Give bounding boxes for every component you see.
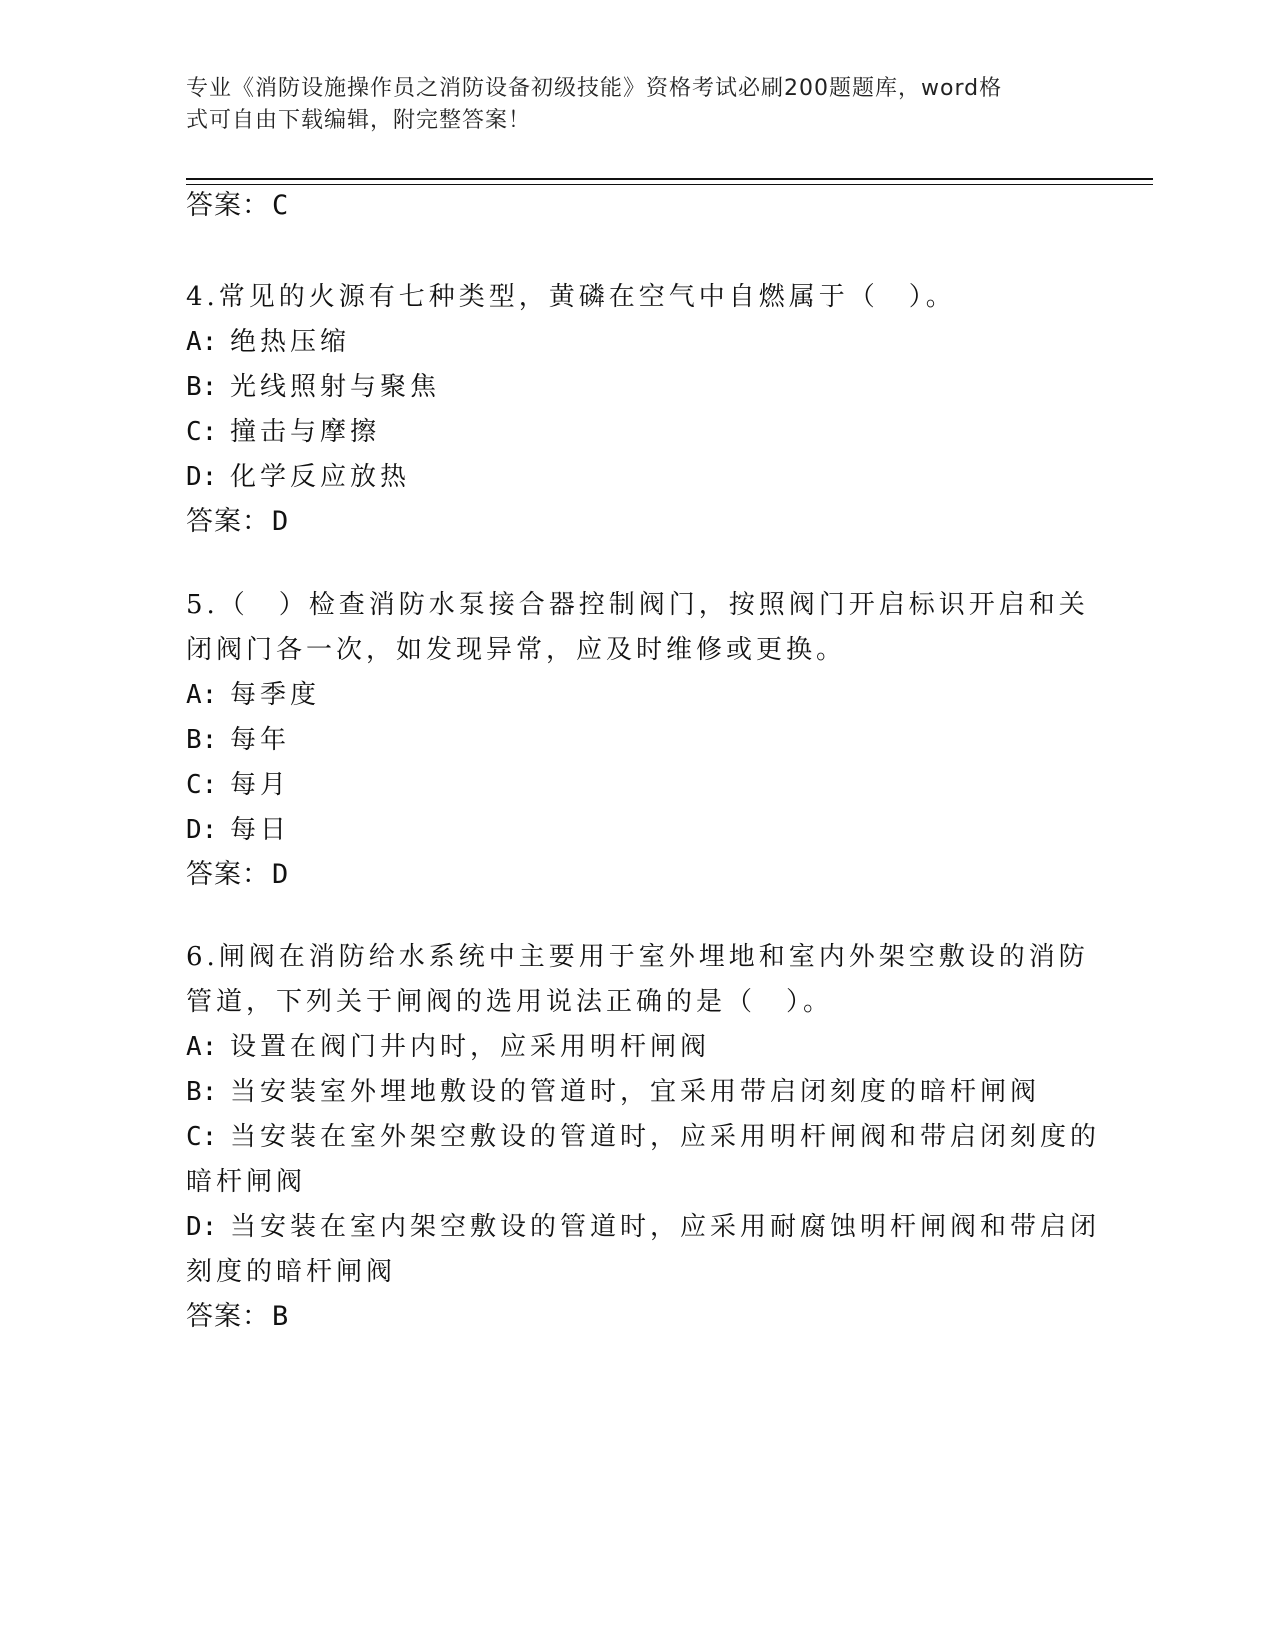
question-stem-line: 管道，下列关于闸阀的选用说法正确的是（ ）。 bbox=[186, 987, 834, 1017]
option-c bbox=[186, 763, 1086, 808]
option-letter: A: bbox=[186, 680, 218, 710]
option-text: 当安装在室内架空敷设的管道时，应采用耐腐蚀明杆闸阀和带启闭 bbox=[230, 1212, 1101, 1242]
answer-value: D bbox=[272, 506, 290, 537]
question-stem-line: 6.闸阀在消防给水系统中主要用于室外埋地和室内外架空敷设的消防 bbox=[186, 942, 1089, 972]
answer-label: 答案： bbox=[186, 506, 270, 537]
option-text: 光线照射与聚焦 bbox=[230, 372, 441, 402]
option-b bbox=[186, 365, 1086, 410]
option-c-continued: 暗杆闸阀 bbox=[186, 1167, 307, 1197]
option-d bbox=[186, 1205, 1101, 1250]
header-line-1: 专业《消防设施操作员之消防设备初级技能》资格考试必刷200题题库，word格 bbox=[186, 76, 1003, 101]
option-text: 每季度 bbox=[230, 680, 321, 710]
prev-answer bbox=[186, 184, 1086, 228]
option-d bbox=[186, 808, 1086, 853]
option-letter: A: bbox=[186, 327, 218, 357]
question-6-answer bbox=[186, 1295, 1086, 1339]
option-b bbox=[186, 718, 1086, 763]
option-d bbox=[186, 455, 1086, 500]
option-letter: C: bbox=[186, 417, 218, 447]
option-d-continued: 刻度的暗杆闸阀 bbox=[186, 1257, 397, 1287]
option-a bbox=[186, 1025, 1086, 1070]
question-stem-line: 5.（ ）检查消防水泵接合器控制阀门，按照阀门开启标识开启和关 bbox=[186, 590, 1089, 620]
option-letter: B: bbox=[186, 725, 218, 755]
option-letter: D: bbox=[186, 1212, 218, 1242]
question-stem-line: 4.常见的火源有七种类型，黄磷在空气中自燃属于（ ）。 bbox=[186, 282, 956, 312]
option-text: 化学反应放热 bbox=[230, 462, 411, 492]
question-5-answer bbox=[186, 853, 1086, 897]
option-a bbox=[186, 320, 1086, 365]
option-a bbox=[186, 673, 1086, 718]
answer-label: 答案： bbox=[186, 190, 270, 221]
option-text: 设置在阀门井内时，应采用明杆闸阀 bbox=[230, 1032, 711, 1062]
header-divider-thick bbox=[186, 178, 1153, 180]
option-letter: A: bbox=[186, 1032, 218, 1062]
option-c bbox=[186, 410, 1086, 455]
question-stem-line: 闭阀门各一次，如发现异常，应及时维修或更换。 bbox=[186, 635, 847, 665]
question-4-answer bbox=[186, 500, 1086, 544]
option-text: 每月 bbox=[230, 770, 291, 800]
option-text: 当安装在室外架空敷设的管道时，应采用明杆闸阀和带启闭刻度的 bbox=[230, 1122, 1101, 1152]
question-4 bbox=[186, 275, 1086, 544]
option-text: 当安装室外埋地敷设的管道时，宜采用带启闭刻度的暗杆闸阀 bbox=[230, 1077, 1041, 1107]
option-letter: B: bbox=[186, 1077, 218, 1107]
answer-label: 答案： bbox=[186, 859, 270, 890]
option-letter: C: bbox=[186, 770, 218, 800]
question-6 bbox=[186, 935, 1101, 1339]
option-letter: D: bbox=[186, 462, 218, 492]
option-letter: D: bbox=[186, 815, 218, 845]
option-text: 绝热压缩 bbox=[230, 327, 351, 357]
option-letter: C: bbox=[186, 1122, 218, 1152]
answer-value: B bbox=[272, 1301, 290, 1332]
answer-value: C bbox=[272, 190, 290, 221]
option-text: 每日 bbox=[230, 815, 291, 845]
answer-value: D bbox=[272, 859, 290, 890]
option-letter: B: bbox=[186, 372, 218, 402]
option-c bbox=[186, 1115, 1101, 1160]
answer-label: 答案： bbox=[186, 1301, 270, 1332]
document-header bbox=[186, 73, 1066, 137]
option-text: 每年 bbox=[230, 725, 291, 755]
header-line-2: 式可自由下载编辑，附完整答案！ bbox=[186, 108, 532, 133]
option-text: 撞击与摩擦 bbox=[230, 417, 381, 447]
option-b bbox=[186, 1070, 1086, 1115]
question-5 bbox=[186, 583, 1089, 897]
